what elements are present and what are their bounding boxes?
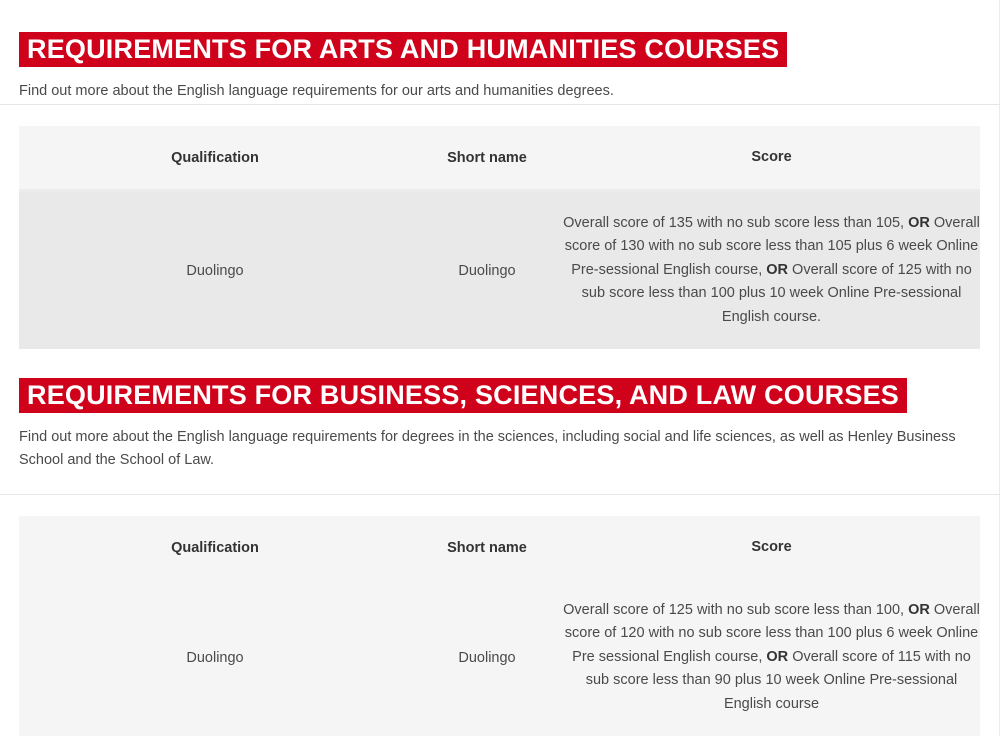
column-header-qualification: Qualification <box>171 539 259 556</box>
score-text-2: Overall score of 130 with no sub score less than 105 plus 6 week Online Pre-sessional English course, <box>564 214 980 278</box>
column-header-score: Score <box>751 148 792 165</box>
column-header-short-name: Short name <box>447 149 527 166</box>
score-text-3: Overall score of 115 with no sub score less than 90 plus 10 week Online Pre-sessional English course <box>585 648 971 712</box>
or-label: OR <box>766 261 789 278</box>
score-text-3: Overall score of 125 with no sub score less than 100 plus 10 week Online Pre-sessional English course. <box>581 261 972 325</box>
cell-short-name: Duolingo <box>458 649 516 666</box>
cell-qualification: Duolingo <box>186 649 244 666</box>
cell-score <box>563 212 980 329</box>
cell-qualification: Duolingo <box>186 262 244 279</box>
column-header-short-name: Short name <box>447 539 527 556</box>
cell-score <box>563 599 980 716</box>
or-label: OR <box>908 601 930 618</box>
section-heading-arts: REQUIREMENTS FOR ARTS AND HUMANITIES COURSES <box>19 32 787 67</box>
cell-short-name: Duolingo <box>458 262 516 279</box>
divider <box>0 104 1000 105</box>
table-row <box>19 579 980 736</box>
section-heading-business: REQUIREMENTS FOR BUSINESS, SCIENCES, AND LAW COURSES <box>19 378 907 413</box>
or-label: OR <box>908 214 930 231</box>
table-header <box>19 126 980 192</box>
or-label: OR <box>766 648 789 665</box>
requirements-table-business <box>19 516 980 736</box>
divider <box>0 494 1000 495</box>
score-text-1: Overall score of 135 with no sub score less than 105, <box>563 214 909 231</box>
score-text-2: Overall score of 120 with no sub score less than 100 plus 6 week Online Pre sessional English course, <box>564 601 980 665</box>
requirements-table-arts <box>19 126 980 349</box>
column-header-qualification: Qualification <box>171 149 259 166</box>
table-row <box>19 192 980 349</box>
section-intro-business: Find out more about the English language requirements for degrees in the sciences, including social and life sciences, as well as Henley Business School and the School of Law. <box>19 429 956 468</box>
column-header-score: Score <box>751 538 792 555</box>
section-intro-arts: Find out more about the English language requirements for our arts and humanities degrees. <box>19 83 614 99</box>
table-header <box>19 516 980 579</box>
score-text-1: Overall score of 125 with no sub score less than 100, <box>563 601 909 618</box>
